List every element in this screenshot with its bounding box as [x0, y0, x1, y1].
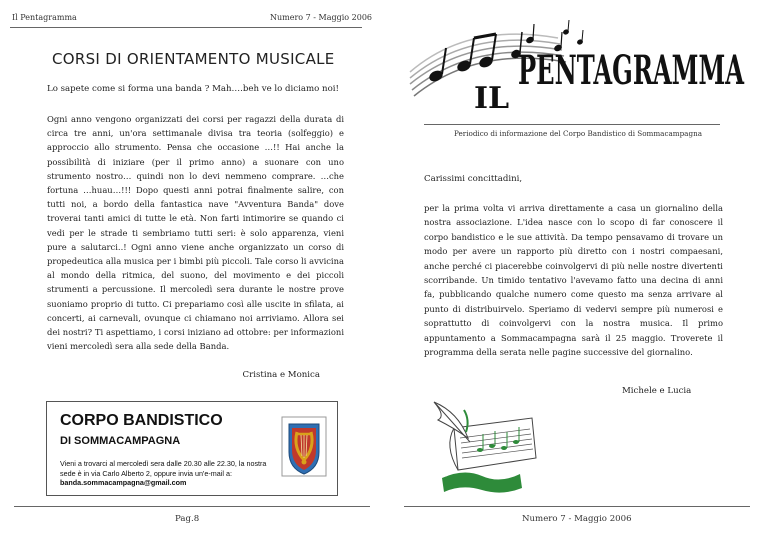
footer-rule-right: [404, 506, 750, 507]
ad-subtitle: DI SOMMACAMPAGNA: [60, 435, 181, 447]
right-page: [384, 0, 768, 543]
page-number: Pag.8: [175, 514, 200, 524]
band-advertisement: [46, 401, 338, 496]
letter-signature: Michele e Lucia: [622, 386, 692, 396]
masthead-tagline: Periodico di informazione del Corpo Bandistico di Sommacampagna: [454, 129, 702, 138]
ad-email[interactable]: banda.sommacampagna@gmail.com: [60, 478, 187, 487]
header-rule: [10, 27, 362, 28]
article-intro: Lo sapete come si forma una banda ? Mah….beh ve lo diciamo noi!: [47, 84, 339, 94]
article-body: Ogni anno vengono organizzati dei corsi per ragazzi della durata di circa tre anni, un'ora settimanale divisa tra teoria (solfeggio) e approccio allo strumento. Pensa che occasione …!! Hai anche la possibilità di iniziare (per il primo anno) a suonare con uno strumento nostro… quindi non lo devi nemmeno comprare. …che fortuna …huau…!!! Dopo questi anni potrai finalmente salire, con tutti noi, a bordo della fantastica nave "Avventura Banda" dove troverai tanti amici di tutte le età. Non farti intimorire se quando ci vedi per le strade ti sembriamo tutti seri: è solo apparenza, vieni pure a salutarci..! Ogni anno viene anche organizzato un corso di propedeutica alla musica per i bimbi più piccoli. Tale corso li avvicina al mondo della ritmica, del suono, del movimento e dei piccoli strumenti a percussione. Il mercoledì sera durante le nostre prove suoniamo proprio di tutto. Ci prepariamo così alle uscite in sfilata, ai concerti, ai carnevali, ovunque ci chiamano noi arriviamo. Allora sei dei nostri? Ti aspettiamo, i corsi iniziano ad ottobre: per informazioni vieni mercoledì sera alla sede della Banda.: [47, 114, 344, 352]
ad-title: CORPO BANDISTICO: [60, 412, 223, 429]
music-notes-icon: [408, 18, 748, 128]
masthead: [408, 18, 748, 128]
masthead-rule: [424, 124, 720, 125]
article-title: CORSI DI ORIENTAMENTO MUSICALE: [52, 50, 335, 68]
lyre-emblem-icon: [279, 414, 329, 479]
running-header-left: Il Pentagramma: [12, 13, 77, 22]
masthead-il: IL: [474, 81, 510, 116]
masthead-title: PENTAGRAMMA: [518, 47, 745, 94]
letter-body: per la prima volta vi arriva direttamente a casa un giornalino della nostra associazione. L'idea nasce con lo scopo di far conoscere il corpo bandistico e le sue attività. Da tempo pensavamo di trovare un modo per avere un rapporto più diretto con i nostri compaesani, anche perché ci piacerebbe coinvolgervi di più nelle nostre divertenti scorribande. Un timido tentativo l'avevamo fatto una decina di anni fa, pubblicando qualche numero come questo ma senza arrivare al punto di distribuirvelo. Speriamo di vedervi sempre più numerosi e soprattutto di coinvolgervi con la nostra musica. Il primo appuntamento a Sommacampagna sarà il 25 maggio. Troverete il programma della serata nelle pagine successive del giornalino.: [424, 203, 723, 358]
footer-rule-left: [14, 506, 370, 507]
running-header-right: Numero 7 - Maggio 2006: [270, 13, 373, 22]
ad-text: [60, 459, 275, 488]
article-signature: Cristina e Monica: [242, 370, 320, 380]
music-sheet-quill-icon: [424, 398, 544, 498]
ad-description: Vieni a trovarci al mercoledì sera dalle 20.30 alle 22.30, la nostra sede è in via Carlo Alberto 2, oppure invia un'e-mail a:: [60, 459, 267, 478]
footer-issue: Numero 7 - Maggio 2006: [522, 514, 632, 524]
letter-greeting: Carissimi concittadini,: [424, 174, 523, 184]
